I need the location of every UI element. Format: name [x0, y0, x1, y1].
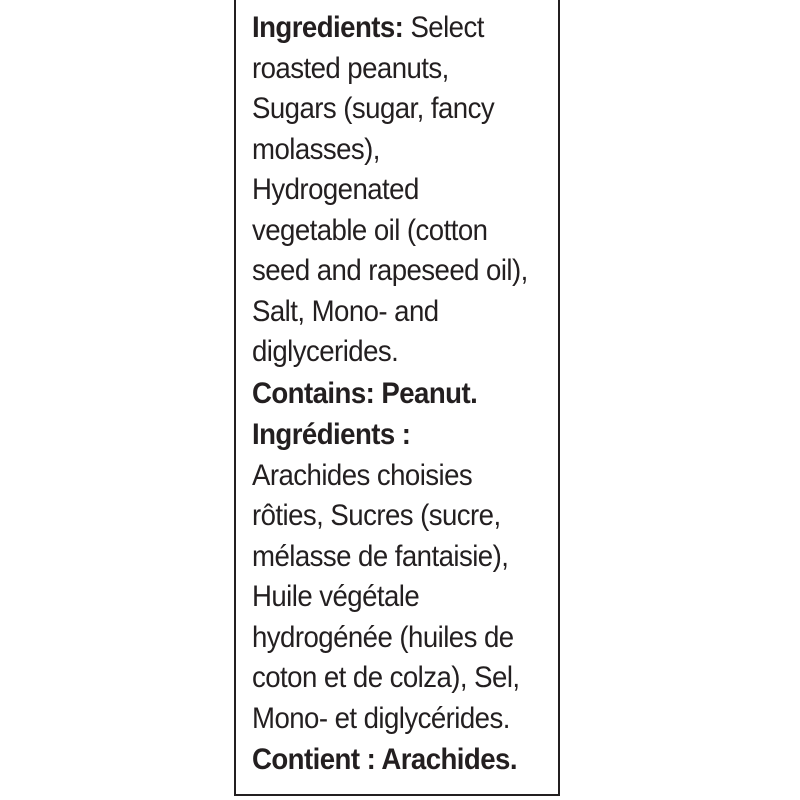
- english-ingredients-line: vegetable oil (cotton: [252, 213, 488, 247]
- french-ingredients-heading: Ingrédients :: [252, 418, 411, 451]
- french-ingredients-line: Arachides choisies: [252, 458, 473, 492]
- english-ingredients-line: Salt, Mono- and: [252, 294, 439, 328]
- ingredients-text-block: [252, 8, 528, 781]
- french-ingredients-line: Mono- et diglycérides.: [252, 701, 510, 735]
- ingredients-label-panel: [234, 0, 560, 796]
- english-ingredients-line: molasses),: [252, 132, 380, 166]
- english-ingredients-line: Sugars (sugar, fancy: [252, 92, 495, 125]
- english-ingredients-line: roasted peanuts,: [252, 51, 449, 85]
- french-ingredients-line: coton et de colza), Sel,: [252, 661, 520, 694]
- english-ingredients-line: diglycerides.: [252, 335, 399, 368]
- french-ingredients-line: Huile végétale: [252, 580, 420, 613]
- french-allergen-statement: Contient : Arachides.: [252, 743, 517, 776]
- english-ingredients-first-line: [252, 8, 528, 49]
- english-ingredients-line: Select: [403, 11, 484, 44]
- french-ingredients-line: rôties, Sucres (sucre,: [252, 499, 501, 532]
- english-ingredients-line: Hydrogenated: [252, 173, 419, 206]
- english-ingredients-line: seed and rapeseed oil),: [252, 254, 528, 287]
- french-ingredients-line: hydrogénée (huiles de: [252, 620, 514, 654]
- english-ingredients-heading: Ingredients:: [252, 11, 404, 44]
- french-ingredients-line: mélasse de fantaisie),: [252, 539, 509, 573]
- english-allergen-statement: Contains: Peanut.: [252, 376, 478, 410]
